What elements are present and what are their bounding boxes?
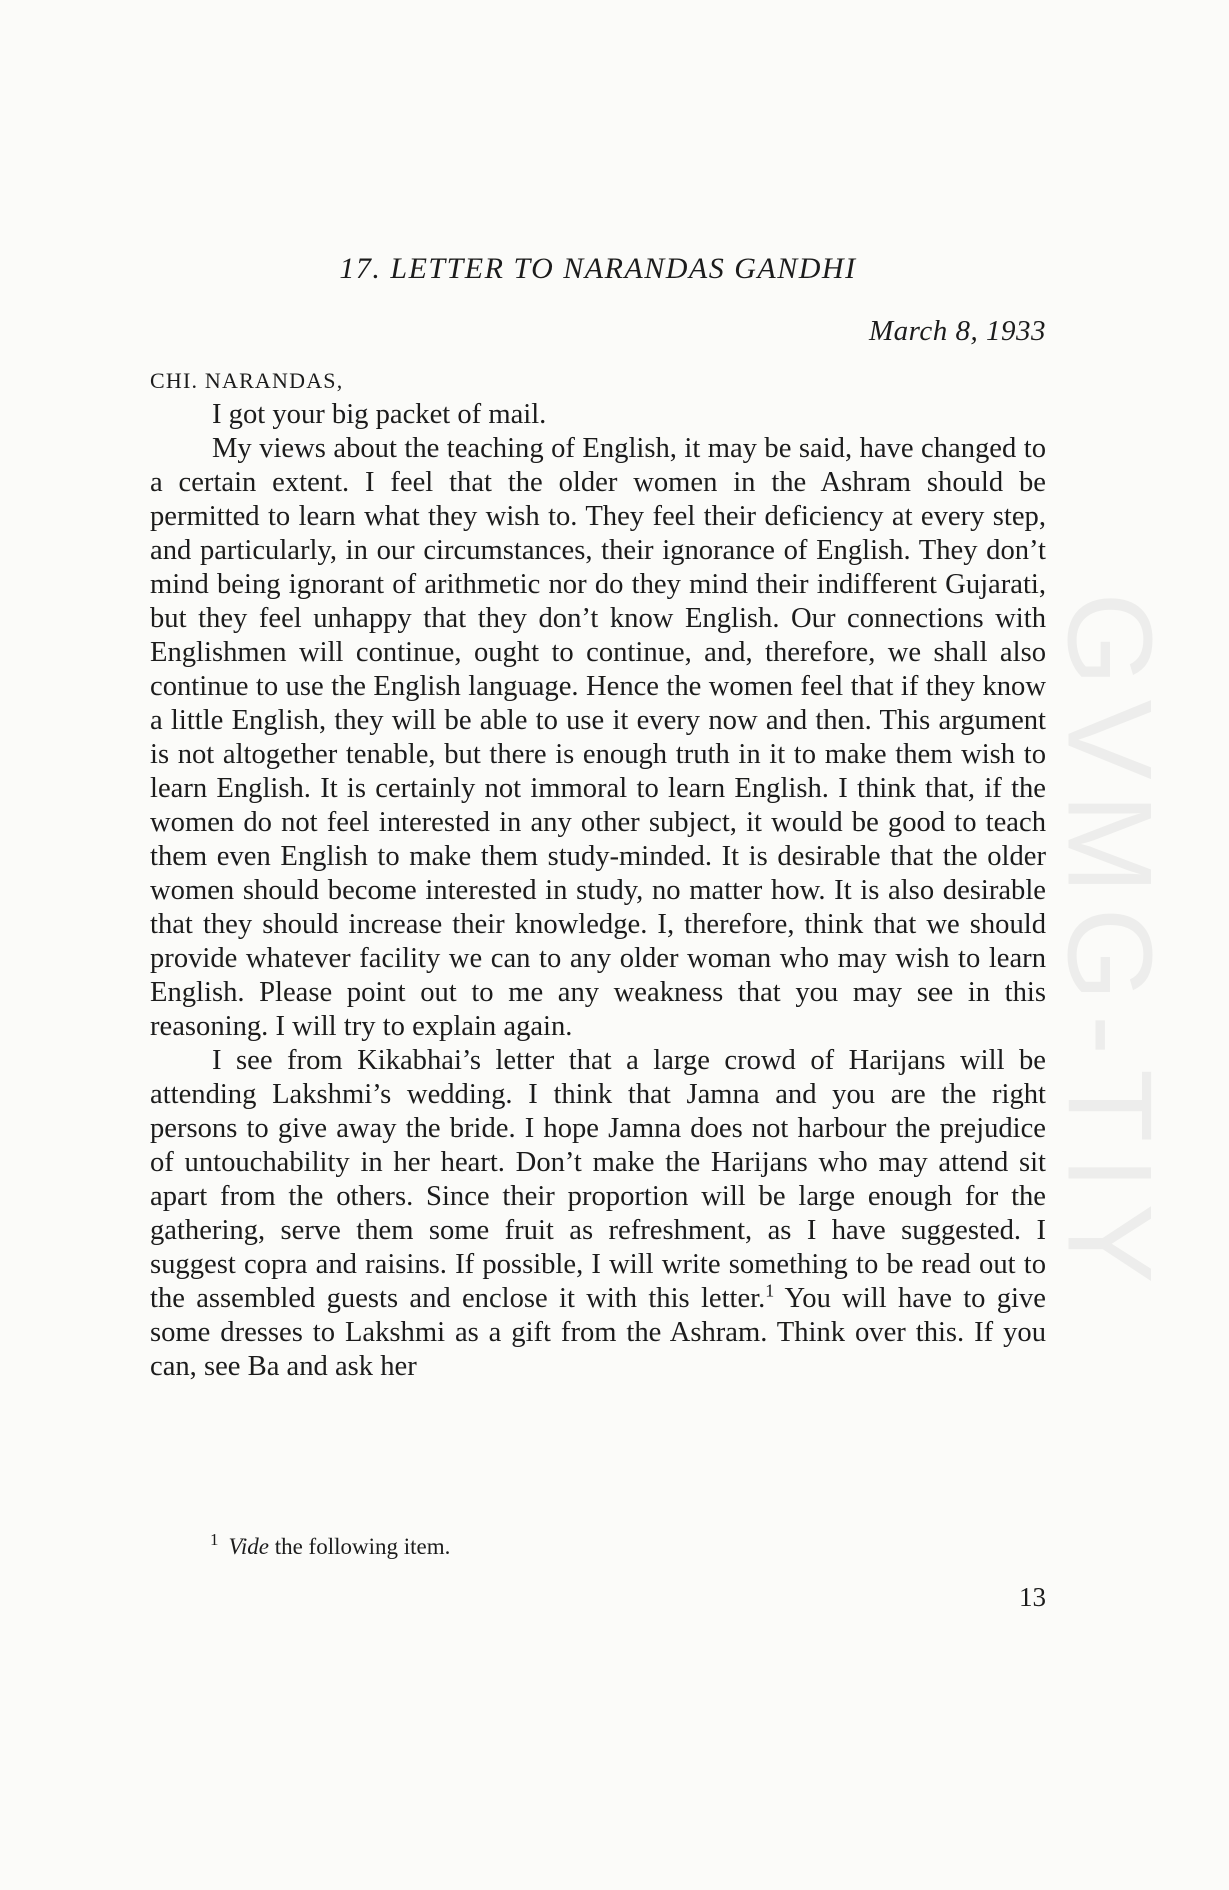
paragraph-3-text-a: I see from Kikabhai’s letter that a large crowd of Harijans will be attending Lakshmi’s wedding. I think that Jamna and you are the right persons to give away the bride. I hope Jamna does not harbour the prejudice of untouchability in her heart. Don’t make the Harijans who may attend sit apart from the others. Since their proportion will be large enough for the gathering, serve them some fruit as refreshment, as I have suggested. I suggest copra and raisins. If possible, I will write something to be read out to the assembled guests and enclose it with this letter. bbox=[150, 1045, 1046, 1314]
footnote-italic: Vide bbox=[228, 1534, 269, 1559]
paragraph-3 bbox=[150, 1044, 1046, 1384]
paragraph-2: My views about the teaching of English, it may be said, have changed to a certain extent. I feel that the older women in the Ashram should be permitted to learn what they wish to. They feel their deficiency at every step, and particularly, in our circumstances, their ignorance of English. They don’t mind being ignorant of arithmetic nor do they mind their indifferent Gujarati, but they feel unhappy that they don’t know English. Our connections with Englishmen will continue, ought to continue, and, therefore, we shall also continue to use the English language. Hence the women feel that if they know a little English, they will be able to use it every now and then. This argument is not altogether tenable, but there is enough truth in it to make them wish to learn English. It is certainly not immoral to learn English. I think that, if the women do not feel interested in any other subject, it would be good to teach them even English to make them study-minded. It is desirable that the older women should become interested in study, no matter how. It is also desirable that they should increase their knowledge. I, therefore, think that we should provide whatever facility we can to any older woman who may wish to learn English. Please point out to me any weakness that you may see in this reasoning. I will try to explain again. bbox=[150, 433, 1046, 1042]
paragraph-1: I got your big packet of mail. bbox=[212, 399, 547, 430]
letter-body bbox=[150, 398, 1046, 1384]
paragraph-3-text-b: You will have to give some dresses to Lakshmi as a gift from the Ashram. Think over this. If you can, see Ba and ask her bbox=[150, 1283, 1046, 1382]
footnote-reference[interactable]: 1 bbox=[765, 1280, 775, 1301]
page-number: 13 bbox=[1019, 1582, 1046, 1612]
letter-date: March 8, 1933 bbox=[869, 315, 1046, 347]
salutation: CHI. NARANDAS, bbox=[150, 368, 344, 393]
letter-title: 17. LETTER TO NARANDAS GANDHI bbox=[339, 252, 857, 285]
watermark bbox=[1043, 505, 1178, 1385]
footnote bbox=[210, 1530, 451, 1560]
footnote-text: the following item. bbox=[268, 1534, 451, 1559]
document-page bbox=[150, 0, 1046, 1890]
footnote-number: 1 bbox=[210, 1530, 219, 1550]
watermark-text: GVMG-TIY bbox=[1043, 592, 1178, 1298]
